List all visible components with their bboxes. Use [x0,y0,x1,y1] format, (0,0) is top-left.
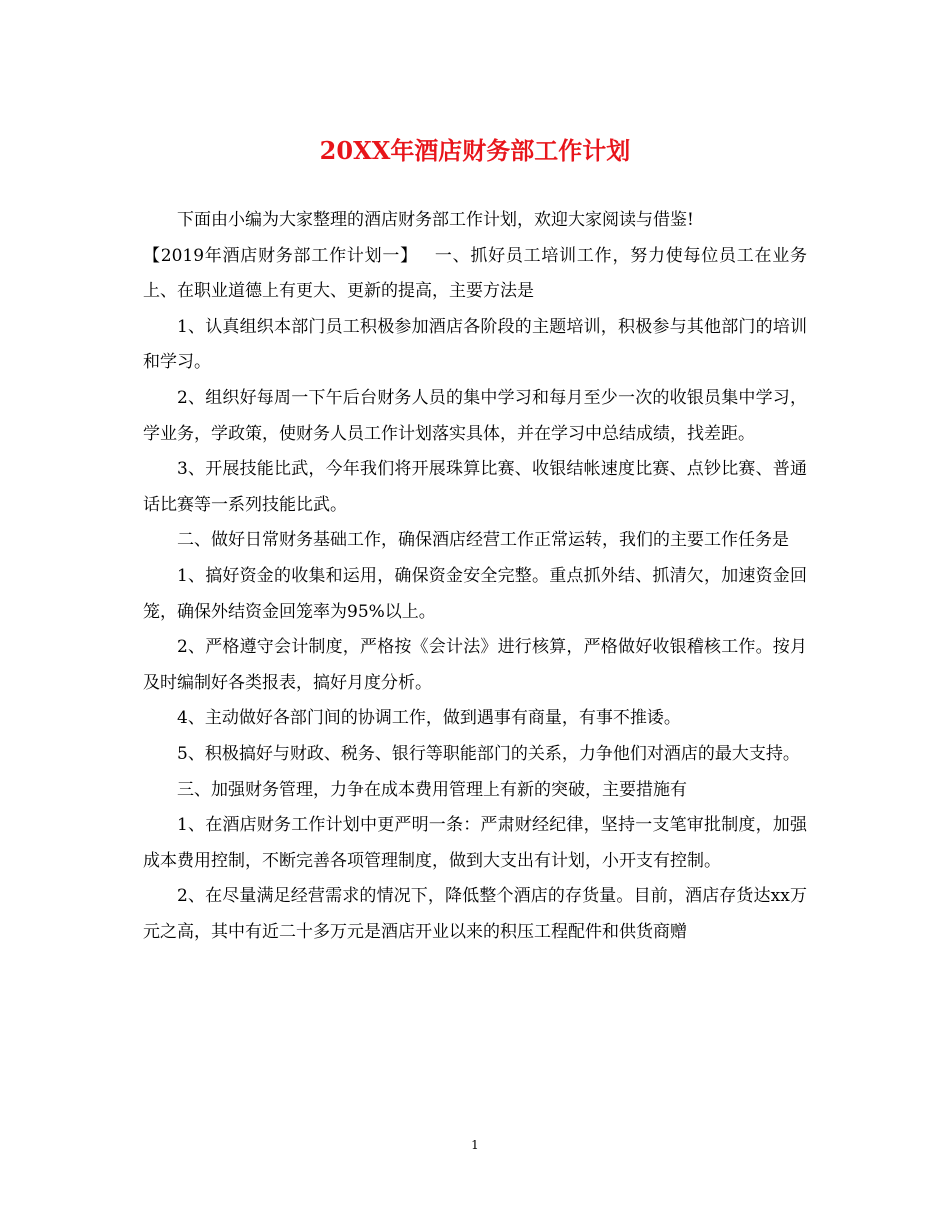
paragraph: 三、加强财务管理，力争在成本费用管理上有新的突破，主要措施有 [177,779,687,800]
page-number: 1 [471,1138,479,1152]
paragraph: 二、做好日常财务基础工作，确保酒店经营工作正常运转，我们的主要工作任务是 [177,530,789,551]
paragraph-text: 一、抓好员工培训工作，努力使每位员工在业务上、在职业道德上有更大、更新的提高，主要方法是 [143,245,808,302]
paragraph: 1、搞好资金的收集和运用，确保资金安全完整。重点抓外结、抓清欠，加速资金回笼，确保外结资金回笼率为95%以上。 [143,565,807,622]
section-label: 【2019年酒店财务部工作计划一】 [143,245,418,266]
paragraph: 1、在酒店财务工作计划中更严明一条：严肃财经纪律，坚持一支笔审批制度，加强成本费用控制，不断完善各项管理制度，做到大支出有计划，小开支有控制。 [143,815,807,871]
document-title: 20XX年酒店财务部工作计划 [319,136,631,165]
section-paragraph [143,239,807,310]
intro-paragraph: 下面由小编为大家整理的酒店财务部工作计划，欢迎大家阅读与借鉴! [177,210,694,230]
paragraph: 5、积极搞好与财政、税务、银行等职能部门的关系，力争他们对酒店的最大支持。 [177,743,800,764]
paragraph: 3、开展技能比武，今年我们将开展珠算比赛、收银结帐速度比赛、点钞比赛、普通话比赛等一系列技能比武。 [143,459,807,515]
paragraph: 4、主动做好各部门间的协调工作，做到遇事有商量，有事不推诿。 [177,708,681,729]
document-body [143,203,807,950]
paragraph: 2、组织好每周一下午后台财务人员的集中学习和每月至少一次的收银员集中学习，学业务，学政策，使财务人员工作计划落实具体，并在学习中总结成绩，找差距。 [143,387,807,444]
paragraph: 2、在尽量满足经营需求的情况下，降低整个酒店的存货量。目前，酒店存货达xx万元之高，其中有近二十多万元是酒店开业以来的积压工程配件和供货商赠 [143,886,807,942]
paragraph: 2、严格遵守会计制度，严格按《会计法》进行核算，严格做好收银稽核工作。按月及时编制好各类报表，搞好月度分析。 [143,637,807,693]
paragraph: 1、认真组织本部门员工积极参加酒店各阶段的主题培训，积极参与其他部门的培训和学习。 [143,316,807,373]
